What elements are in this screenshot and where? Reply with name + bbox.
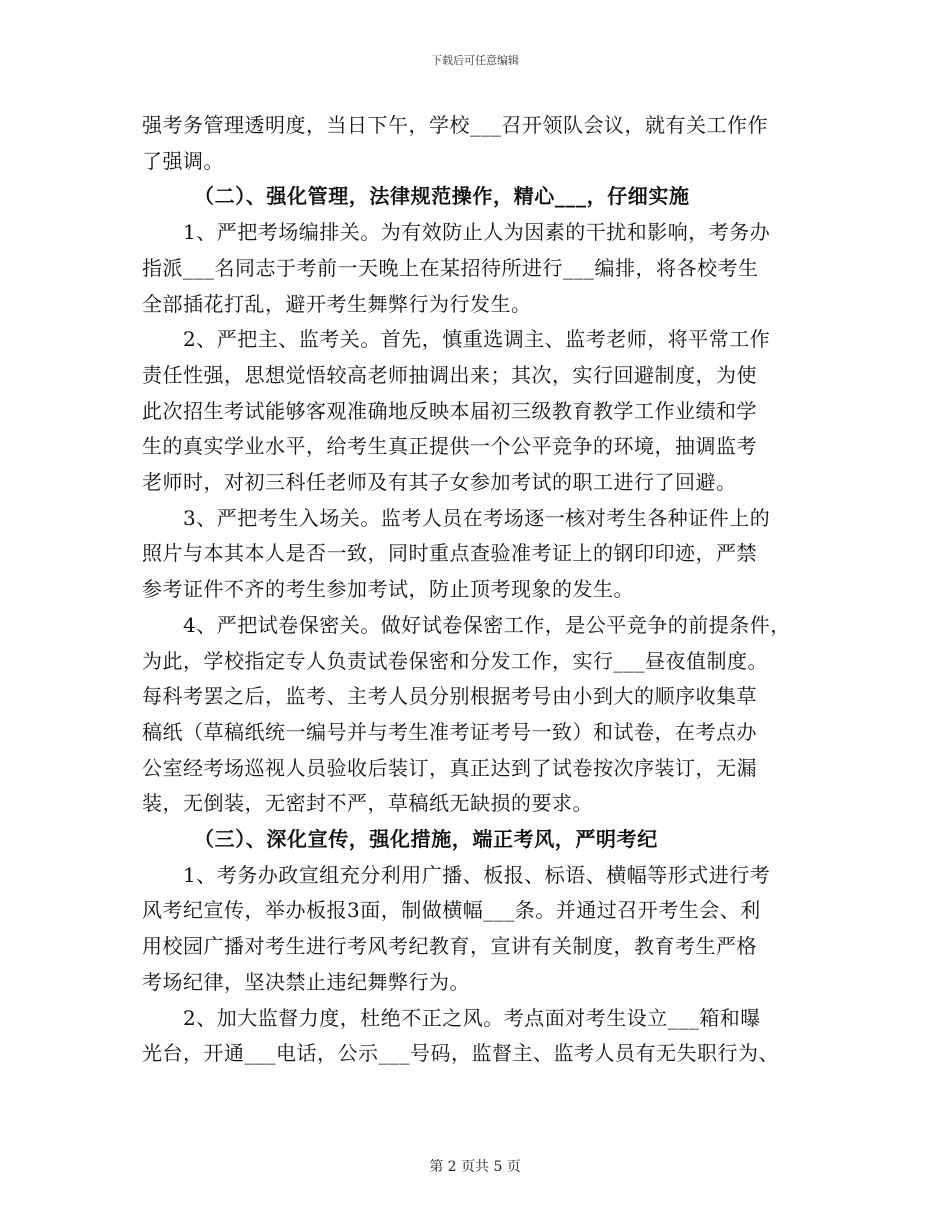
text-line: 3、严把考生入场关。监考人员在考场逐一核对考生各种证件上的 [183, 505, 771, 530]
text-line: 考场纪律，坚决禁止违纪舞弊行为。 [142, 969, 470, 994]
text-line: 每科考罢之后，监考、主考人员分别根据考号由小到大的顺序收集草 [142, 684, 757, 709]
page-header: 下载后可任意编辑 [431, 54, 519, 67]
section-heading: （三）、深化宣传，强化措施，端正考风，严明考纪 [194, 827, 658, 852]
text-line: 老师时，对初三科任老师及有其子女参加考试的职工进行了回避。 [142, 470, 737, 495]
text-line: 公室经考场巡视人员验收后装订，真正达到了试卷按次序装订，无漏 [142, 755, 757, 780]
text-line: 稿纸（草稿纸统一编号并与考生准考证考号一致）和试卷，在考点办 [142, 719, 757, 744]
text-line: 照片与本其本人是否一致，同时重点查验准考证上的钢印印迹，严禁 [142, 541, 757, 566]
text-line: 了强调。 [142, 148, 224, 173]
text-line: 风考纪宣传，举办板报3面，制做横幅___条。并通过召开考生会、利 [142, 898, 761, 923]
text-line: 4、严把试卷保密关。做好试卷保密工作，是公平竞争的前提条件， [183, 612, 791, 637]
text-line: 全部插花打乱，避开考生舞弊行为行发生。 [142, 291, 532, 316]
text-line: 2、加大监督力度，杜绝不正之风。考点面对考生设立___箱和曝 [183, 1005, 761, 1030]
text-line: 2、严把主、监考关。首先，慎重选调主、监考老师，将平常工作 [183, 327, 771, 352]
document-body [142, 108, 822, 1072]
text-line: 此次招生考试能够客观准确地反映本届初三级教育教学工作业绩和学 [142, 398, 757, 423]
text-line: 用校园广播对考生进行考风考纪教育，宣讲有关制度，教育考生严格 [142, 934, 757, 959]
section-heading: （二）、强化管理，法律规范操作，精心___，仔细实施 [194, 184, 690, 209]
text-line: 参考证件不齐的考生参加考试，防止顶考现象的发生。 [142, 577, 634, 602]
text-line: 指派___名同志于考前一天晚上在某招待所进行___编排，将各校考生 [142, 255, 759, 280]
text-line: 为此，学校指定专人负责试卷保密和分发工作，实行___昼夜值制度。 [142, 648, 768, 673]
text-line: 1、考务办政宣组充分利用广播、板报、标语、横幅等形式进行考 [183, 862, 771, 887]
text-line: 光台，开通___电话，公示___号码，监督主、监考人员有无失职行为、 [142, 1041, 779, 1066]
page-footer: 第 2 页共 5 页 [429, 1159, 521, 1175]
text-line: 1、严把考场编排关。为有效防止人为因素的干扰和影响，考务办 [183, 220, 771, 245]
text-line: 装，无倒装，无密封不严，草稿纸无缺损的要求。 [142, 791, 593, 816]
text-line: 强考务管理透明度，当日下午，学校___召开领队会议，就有关工作作 [142, 113, 768, 137]
text-line: 生的真实学业水平，给考生真正提供一个公平竞争的环境，抽调监考 [142, 434, 757, 459]
text-line: 责任性强，思想觉悟较高老师抽调出来；其次，实行回避制度，为使 [142, 362, 757, 387]
